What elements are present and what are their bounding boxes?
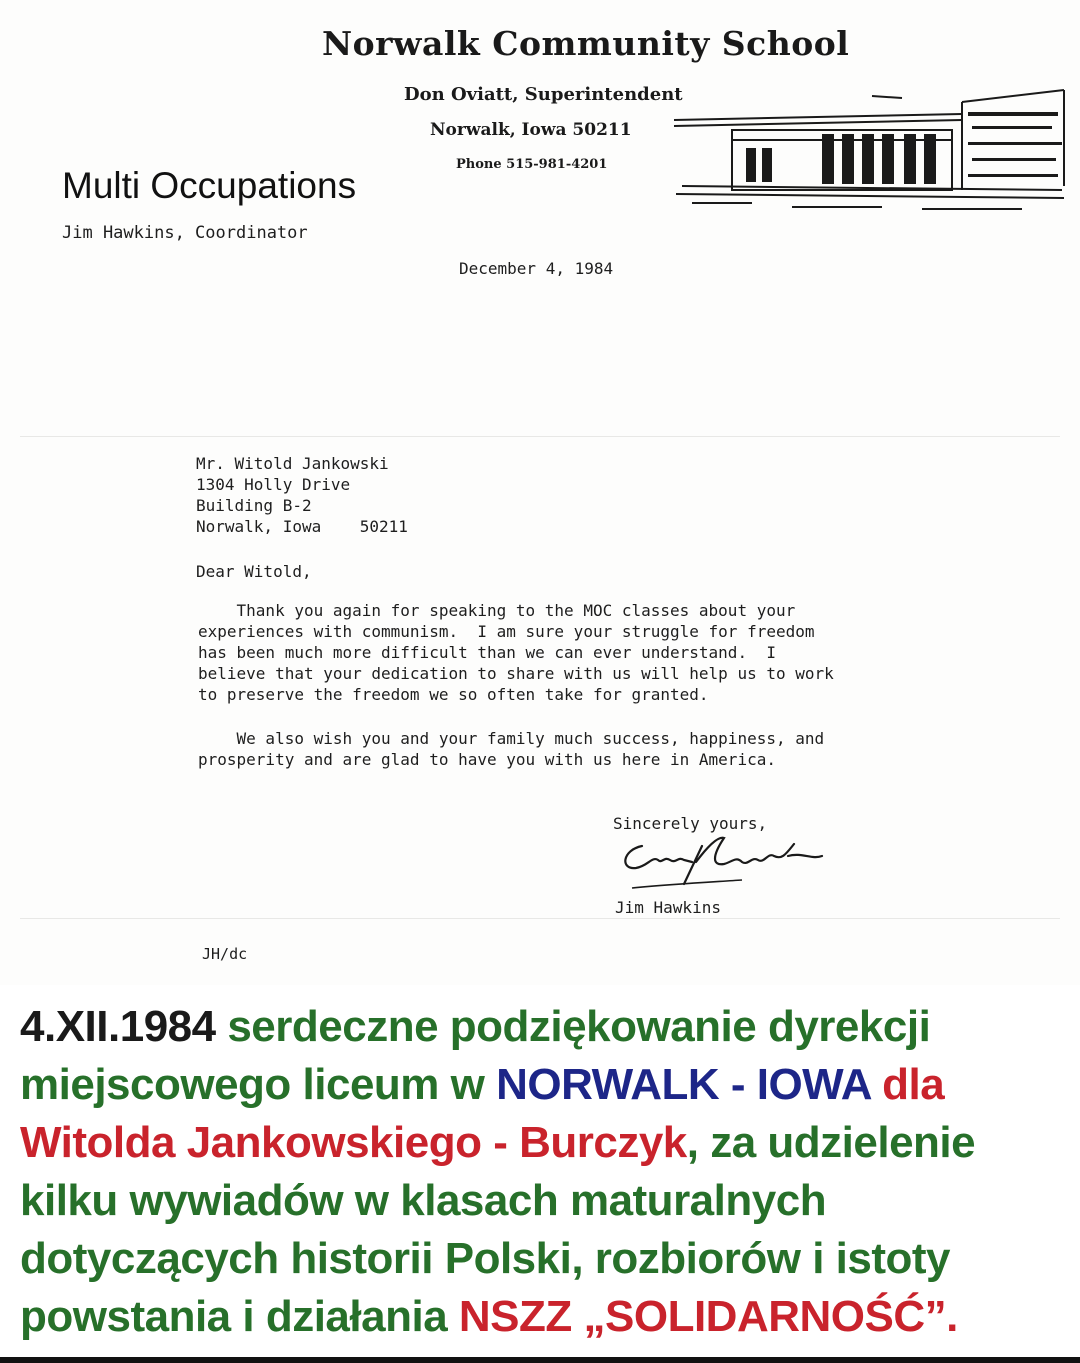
signer-name: Jim Hawkins (615, 898, 721, 917)
closing: Sincerely yours, (613, 814, 768, 833)
superintendent-line: Don Oviatt, Superintendent (404, 84, 683, 105)
address-line: Building B-2 (196, 496, 312, 515)
caption-date: 4.XII.1984 (20, 1002, 216, 1051)
school-name: Norwalk Community School (322, 24, 850, 63)
caption-person: dla Witolda Jankowskiego - Burczyk (20, 1060, 945, 1167)
caption-text: serdeczne podziękowanie dyrekcji miejscowego liceum w (20, 1002, 931, 1109)
caption-place: NORWALK - IOWA (496, 1060, 871, 1109)
address-line: Norwalk, Iowa 50211 (196, 517, 408, 536)
polish-caption (20, 998, 1070, 1346)
phone-line: Phone 515-981-4201 (456, 157, 608, 172)
caption-text (870, 1060, 882, 1109)
coordinator-line: Jim Hawkins, Coordinator (62, 223, 308, 243)
letter-paragraph: Thank you again for speaking to the MOC classes about your experiences with communism. I am sure your struggle for freedom has been much more difficult than we can ever understand. I believe that your dedication to share with us will help us to work to preserve the freedom we so often take for granted. (198, 601, 834, 704)
letter-date: December 4, 1984 (459, 259, 614, 278)
program-title: Multi Occupations (62, 165, 357, 206)
city-line: Norwalk, Iowa 50211 (430, 120, 632, 140)
typist-initials: JH/dc (202, 945, 248, 963)
address-line: Mr. Witold Jankowski (196, 454, 389, 473)
caption-union: NSZZ „SOLIDARNOŚĆ”. (458, 1292, 958, 1341)
salutation: Dear Witold, (196, 562, 312, 581)
handwritten-signature (612, 826, 832, 896)
school-building-illustration (672, 82, 1067, 232)
address-line: 1304 Holly Drive (196, 475, 351, 494)
bottom-border (0, 1357, 1080, 1363)
fold-line (20, 436, 1060, 437)
letter-paragraph: We also wish you and your family much success, happiness, and prosperity and are glad to have you with us here in America. (198, 729, 825, 769)
caption-text: , za udzielenie kilku wywiadów w klasach maturalnych dotyczących historii Polski, rozbiorów i istoty powstania i działania (20, 1118, 976, 1341)
fold-line (20, 918, 1060, 919)
